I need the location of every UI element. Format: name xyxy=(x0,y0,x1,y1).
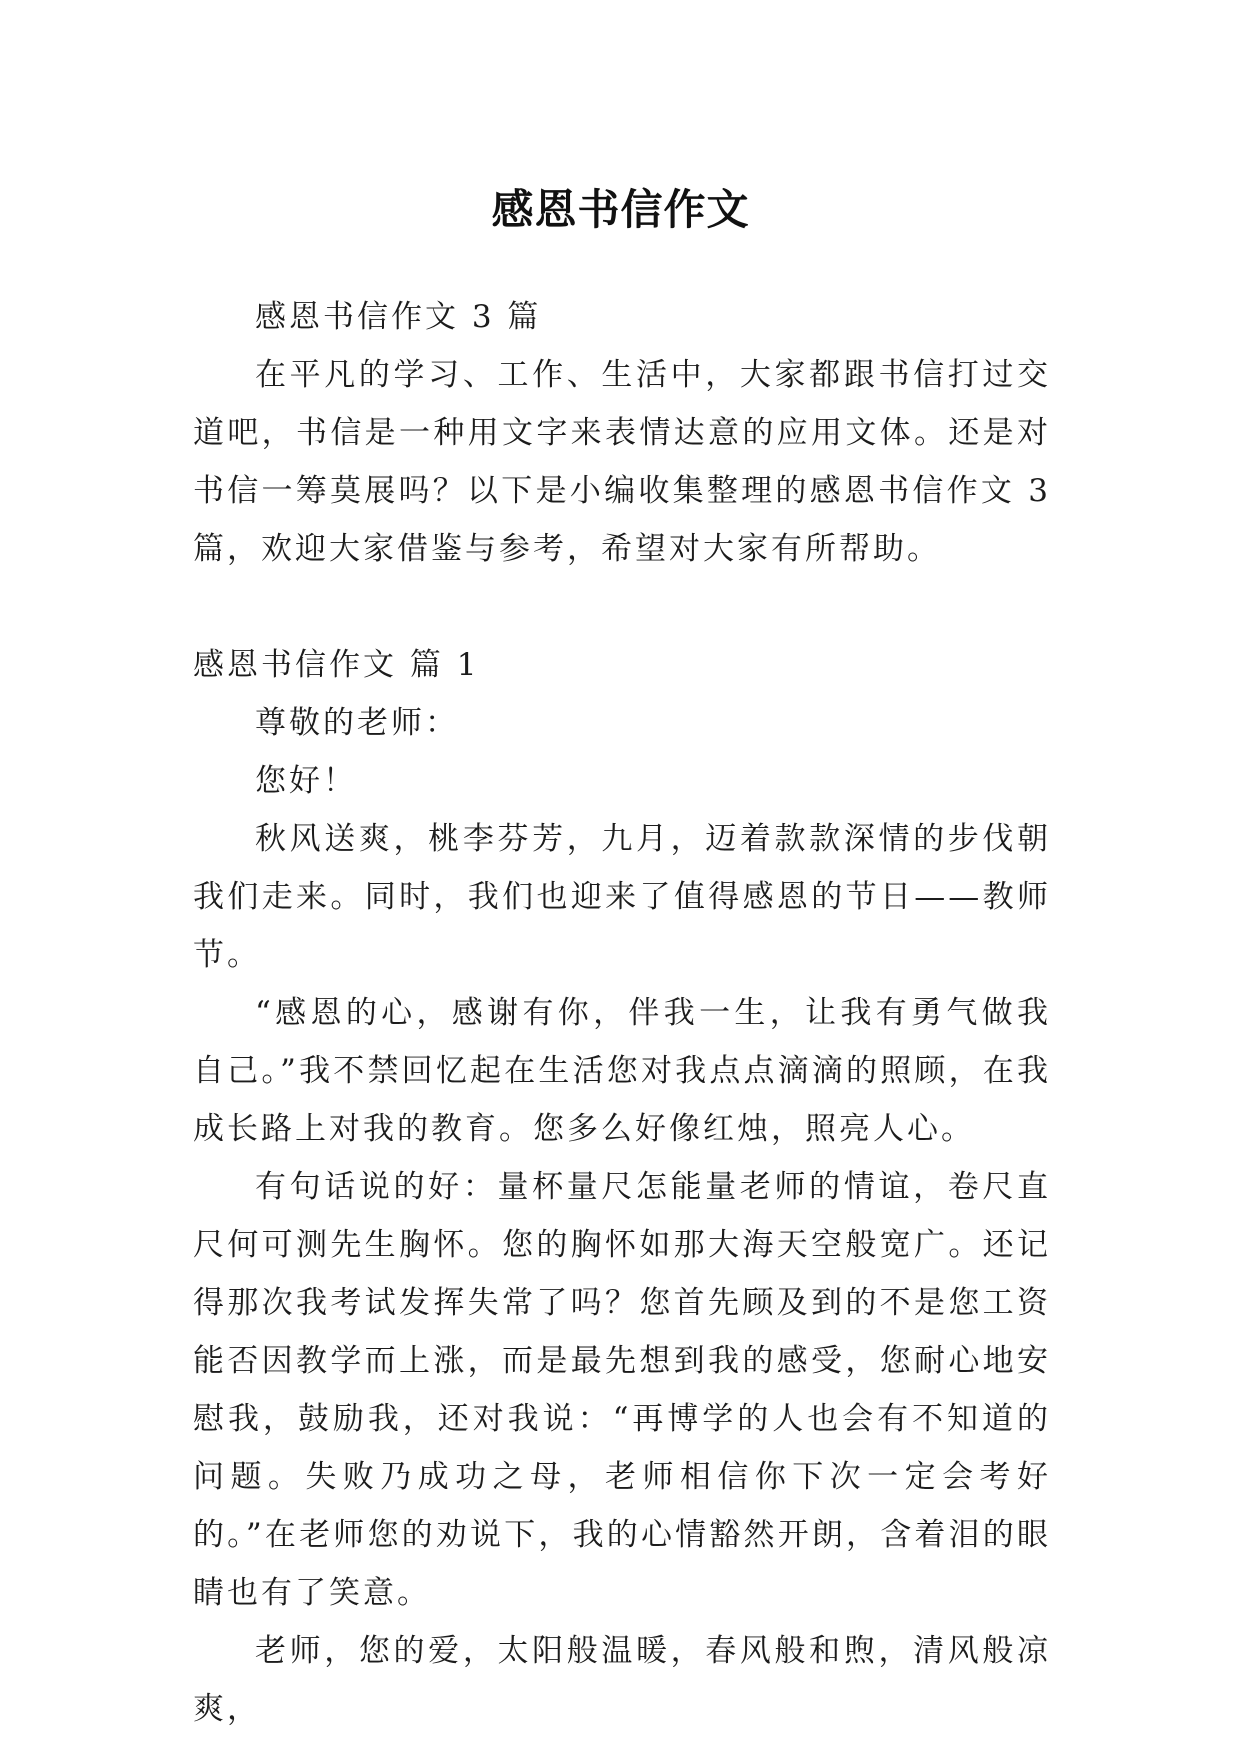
body-paragraph: “感恩的心，感谢有你，伴我一生，让我有勇气做我自己。”我不禁回忆起在生活您对我点点滴滴的照顾，在我成长路上对我的教育。您多么好像红烛，照亮人心。 xyxy=(193,995,1051,1147)
document-title: 感恩书信作文 xyxy=(491,185,750,235)
document-subtitle: 感恩书信作文 3 篇 xyxy=(255,299,542,335)
letter-greeting: 您好！ xyxy=(255,763,357,799)
letter-salutation: 尊敬的老师： xyxy=(255,705,459,741)
body-paragraph: 秋风送爽，桃李芬芳，九月，迈着款款深情的步伐朝我们走来。同时，我们也迎来了值得感恩的节日——教师节。 xyxy=(193,821,1051,973)
body-paragraph: 有句话说的好：量杯量尺怎能量老师的情谊，卷尺直尺何可测先生胸怀。您的胸怀如那大海天空般宽广。还记得那次我考试发挥失常了吗？您首先顾及到的不是您工资能否因教学而上涨，而是最先想到我的感受，您耐心地安慰我，鼓励我，还对我说：“再博学的人也会有不知道的问题。失败乃成功之母，老师相信你下次一定会考好的。”在老师您的劝说下，我的心情豁然开朗，含着泪的眼睛也有了笑意。 xyxy=(193,1169,1051,1611)
intro-paragraph: 在平凡的学习、工作、生活中，大家都跟书信打过交道吧，书信是一种用文字来表情达意的应用文体。还是对书信一筹莫展吗？以下是小编收集整理的感恩书信作文 3 篇，欢迎大家借鉴与参考，希望对大家有所帮助。 xyxy=(193,357,1051,567)
section-heading: 感恩书信作文 篇 1 xyxy=(193,647,480,683)
document-body xyxy=(193,288,1051,1738)
body-paragraph: 老师，您的爱，太阳般温暖，春风般和煦，清风般凉爽， xyxy=(193,1633,1051,1727)
